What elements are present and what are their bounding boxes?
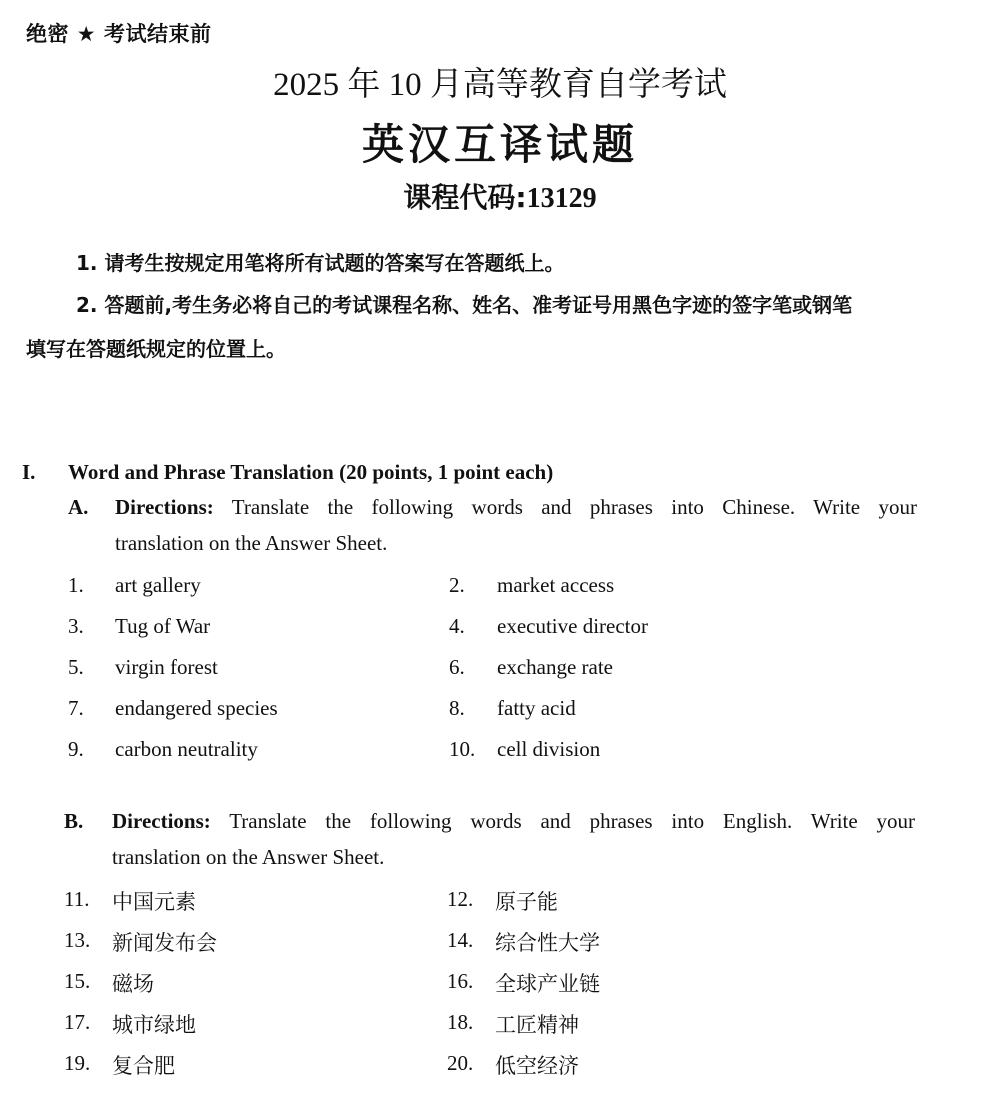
item-text: cell division	[497, 737, 601, 761]
item-text: exchange rate	[497, 655, 614, 679]
item-number: 1.	[68, 573, 84, 597]
item-text: 新闻发布会	[112, 931, 217, 955]
item-number: 11.	[64, 887, 90, 911]
subject-title: 英汉互译试题	[361, 120, 638, 169]
part-b-directions	[112, 809, 915, 834]
item-number: 15.	[64, 969, 91, 993]
course-code-number: 13129	[526, 183, 597, 214]
item-text: art gallery	[115, 573, 201, 597]
item-text: fatty acid	[497, 696, 576, 720]
item-number: 6.	[449, 655, 465, 679]
item-number: 13.	[64, 928, 91, 952]
item-text: 原子能	[495, 890, 558, 914]
item-text: endangered species	[115, 696, 278, 720]
directions-label: Directions:	[115, 495, 214, 519]
item-number: 5.	[68, 655, 84, 679]
confidential-label: 绝密 ★ 考试结束前	[26, 22, 212, 46]
section-number: I.	[22, 460, 36, 484]
item-number: 10.	[449, 737, 476, 761]
item-text: 中国元素	[112, 890, 196, 914]
item-number: 14.	[447, 928, 474, 952]
item-number: 19.	[64, 1051, 91, 1075]
section-title: Word and Phrase Translation (20 points, 1 point each)	[68, 460, 554, 484]
item-text: carbon neutrality	[115, 737, 258, 761]
instruction-2: 2. 答题前,考生务必将自己的考试课程名称、姓名、准考证号用黑色字迹的签字笔或钢笔	[76, 293, 853, 317]
item-text: 综合性大学	[495, 931, 600, 955]
directions-text: Translate the following words and phrases into Chinese. Write your	[231, 495, 917, 519]
item-number: 3.	[68, 614, 84, 638]
item-text: 全球产业链	[495, 972, 600, 996]
part-a-directions	[115, 495, 917, 520]
item-number: 17.	[64, 1010, 91, 1034]
course-code-label: 课程代码	[403, 181, 516, 214]
course-code	[0, 176, 1000, 216]
item-text: 磁场	[112, 972, 154, 996]
exam-title: 2025 年 10 月高等教育自学考试	[273, 67, 727, 103]
item-number: 20.	[447, 1051, 474, 1075]
item-text: Tug of War	[115, 614, 211, 638]
item-number: 18.	[447, 1010, 474, 1034]
item-number: 8.	[449, 696, 465, 720]
item-text: 低空经济	[495, 1054, 579, 1078]
directions-label: Directions:	[112, 809, 211, 833]
item-text: 城市绿地	[112, 1013, 196, 1037]
item-text: virgin forest	[115, 655, 218, 679]
instruction-2-continued: 填写在答题纸规定的位置上。	[26, 337, 286, 361]
item-text: 工匠精神	[495, 1013, 579, 1037]
instruction-1: 1. 请考生按规定用笔将所有试题的答案写在答题纸上。	[76, 251, 565, 275]
item-number: 4.	[449, 614, 465, 638]
item-number: 7.	[68, 696, 84, 720]
item-number: 9.	[68, 737, 84, 761]
part-a-letter: A.	[68, 495, 89, 519]
part-b-letter: B.	[64, 809, 84, 833]
item-number: 16.	[447, 969, 474, 993]
item-text: 复合肥	[112, 1054, 175, 1078]
item-text: market access	[497, 573, 615, 597]
item-number: 12.	[447, 887, 474, 911]
item-text: executive director	[497, 614, 648, 638]
part-b-directions-line2: translation on the Answer Sheet.	[112, 845, 385, 869]
part-a-directions-line2: translation on the Answer Sheet.	[115, 531, 388, 555]
directions-text: Translate the following words and phrases into English. Write your	[229, 809, 916, 833]
course-code-separator: :	[515, 181, 527, 214]
item-number: 2.	[449, 573, 465, 597]
